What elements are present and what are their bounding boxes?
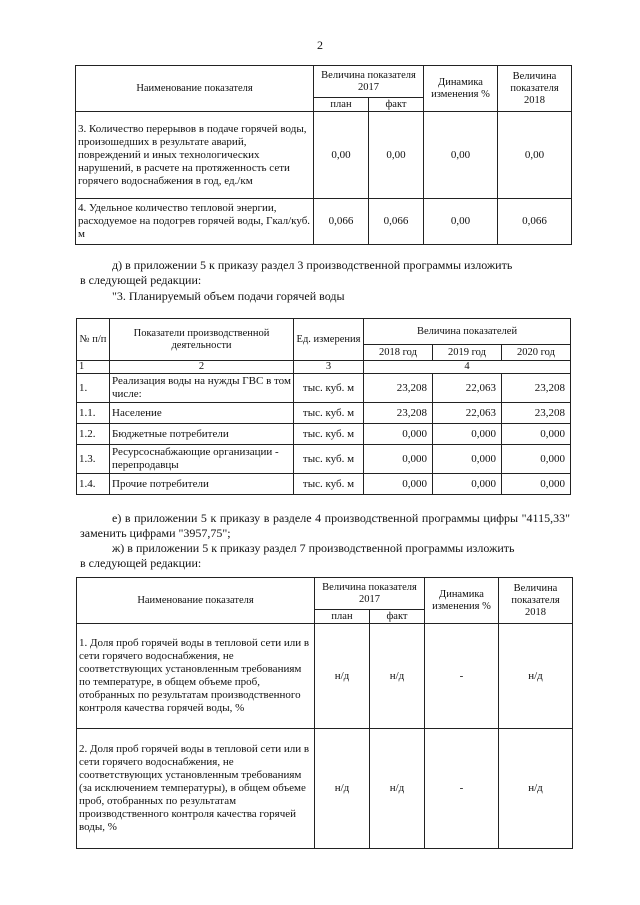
row-number: 1.1. — [77, 403, 110, 424]
fact-value: 0,066 — [369, 199, 424, 245]
dynamics-value: 0,00 — [424, 112, 498, 199]
value-2018: 0,066 — [498, 199, 572, 245]
value-2018: 0,000 — [364, 474, 433, 495]
paragraph-e: е) в приложении 5 к приказу в разделе 4 производственной программы цифры "4115,33" заменить цифрами "3957,75"; — [80, 511, 570, 540]
dynamics-value: - — [425, 729, 499, 849]
indicator-name: 4. Удельное количество тепловой энергии, расходуемое на подогрев горячей воды, Гкал/куб. м — [76, 199, 314, 245]
paragraph-d-line2: в следующей редакции: — [80, 273, 202, 287]
row-unit: тыс. куб. м — [294, 424, 364, 445]
paragraph-zh-line1: ж) в приложении 5 к приказу раздел 7 производственной программы изложить — [112, 541, 515, 555]
table-production-volume — [76, 318, 571, 495]
fact-value: 0,00 — [369, 112, 424, 199]
header-plan: план — [315, 610, 370, 624]
header-fact: факт — [369, 98, 424, 112]
value-2018: н/д — [499, 729, 573, 849]
index-cell: 2 — [110, 361, 294, 374]
value-2020: 0,000 — [502, 474, 571, 495]
header-value-2018: Величина показателя 2018 — [498, 66, 572, 112]
row-name: Реализация воды на нужды ГВС в том числе: — [110, 374, 294, 403]
plan-value: 0,00 — [314, 112, 369, 199]
plan-value: н/д — [315, 624, 370, 729]
dynamics-value: - — [425, 624, 499, 729]
header-dynamics: Динамика изменения % — [424, 66, 498, 112]
header-year-2019: 2019 год — [433, 345, 502, 361]
plan-value: 0,066 — [314, 199, 369, 245]
row-unit: тыс. куб. м — [294, 374, 364, 403]
row-name: Прочие потребители — [110, 474, 294, 495]
header-year-2018: 2018 год — [364, 345, 433, 361]
value-2019: 22,063 — [433, 374, 502, 403]
table-row — [77, 445, 571, 474]
row-name: Ресурсоснабжающие организации - перепродавцы — [110, 445, 294, 474]
value-2018: 0,000 — [364, 445, 433, 474]
header-plan: план — [314, 98, 369, 112]
row-number: 1.3. — [77, 445, 110, 474]
value-2018: 23,208 — [364, 403, 433, 424]
row-unit: тыс. куб. м — [294, 474, 364, 495]
index-cell: 3 — [294, 361, 364, 374]
dynamics-value: 0,00 — [424, 199, 498, 245]
indicator-name: 2. Доля проб горячей воды в тепловой сети или в сети горячего водоснабжения, не соответствующих установленным требованиям (за исключением температуры), в общем объеме проб, отобранных по результатам производственного контроля качества горячей воды, % — [77, 729, 315, 849]
row-name: Население — [110, 403, 294, 424]
header-fact: факт — [370, 610, 425, 624]
header-dynamics: Динамика изменения % — [425, 578, 499, 624]
value-2018: н/д — [499, 624, 573, 729]
table-row — [77, 374, 571, 403]
row-number: 1. — [77, 374, 110, 403]
fact-value: н/д — [370, 729, 425, 849]
header-values: Величина показателей — [364, 319, 571, 345]
paragraph-d-line1: д) в приложении 5 к приказу раздел 3 производственной программы изложить — [112, 258, 513, 272]
header-number: № п/п — [77, 319, 110, 361]
value-2018: 0,000 — [364, 424, 433, 445]
table-row — [76, 112, 572, 199]
table-indicators-7 — [76, 577, 573, 849]
table-row — [76, 199, 572, 245]
value-2019: 22,063 — [433, 403, 502, 424]
row-number: 1.2. — [77, 424, 110, 445]
header-value-2018: Величина показателя 2018 — [499, 578, 573, 624]
header-indicator-name: Наименование показателя — [77, 578, 315, 624]
header-value-2017: Величина показателя 2017 — [314, 66, 424, 98]
header-year-2020: 2020 год — [502, 345, 571, 361]
indicator-name: 3. Количество перерывов в подаче горячей воды, произошедших в результате аварий, повреждений и иных технологических нарушений, в расчете на протяженность сети горячего водоснабжения в год, ед./км — [76, 112, 314, 199]
table-row — [77, 729, 573, 849]
table-indicators-1 — [75, 65, 572, 245]
value-2019: 0,000 — [433, 445, 502, 474]
header-value-2017: Величина показателя 2017 — [315, 578, 425, 610]
header-indicator: Показатели производственной деятельности — [110, 319, 294, 361]
indicator-name: 1. Доля проб горячей воды в тепловой сети или в сети горячего водоснабжения, не соответствующих установленным требованиям по температуре, в общем объеме проб, отобранных по результатам производственного контроля качества горячей воды, % — [77, 624, 315, 729]
value-2020: 23,208 — [502, 374, 571, 403]
row-unit: тыс. куб. м — [294, 403, 364, 424]
table-row — [77, 403, 571, 424]
header-indicator-name: Наименование показателя — [76, 66, 314, 112]
section-3-title: "3. Планируемый объем подачи горячей воды — [112, 289, 345, 303]
header-unit: Ед. измерения — [294, 319, 364, 361]
row-name: Бюджетные потребители — [110, 424, 294, 445]
row-unit: тыс. куб. м — [294, 445, 364, 474]
table-row — [77, 424, 571, 445]
value-2019: 0,000 — [433, 474, 502, 495]
table-row — [77, 474, 571, 495]
table-row — [77, 624, 573, 729]
value-2018: 23,208 — [364, 374, 433, 403]
value-2020: 23,208 — [502, 403, 571, 424]
plan-value: н/д — [315, 729, 370, 849]
row-number: 1.4. — [77, 474, 110, 495]
index-cell: 4 — [364, 361, 571, 374]
fact-value: н/д — [370, 624, 425, 729]
paragraph-zh-line2: в следующей редакции: — [80, 556, 202, 570]
page-number: 2 — [317, 38, 323, 52]
value-2020: 0,000 — [502, 445, 571, 474]
value-2018: 0,00 — [498, 112, 572, 199]
index-cell: 1 — [77, 361, 110, 374]
value-2020: 0,000 — [502, 424, 571, 445]
value-2019: 0,000 — [433, 424, 502, 445]
